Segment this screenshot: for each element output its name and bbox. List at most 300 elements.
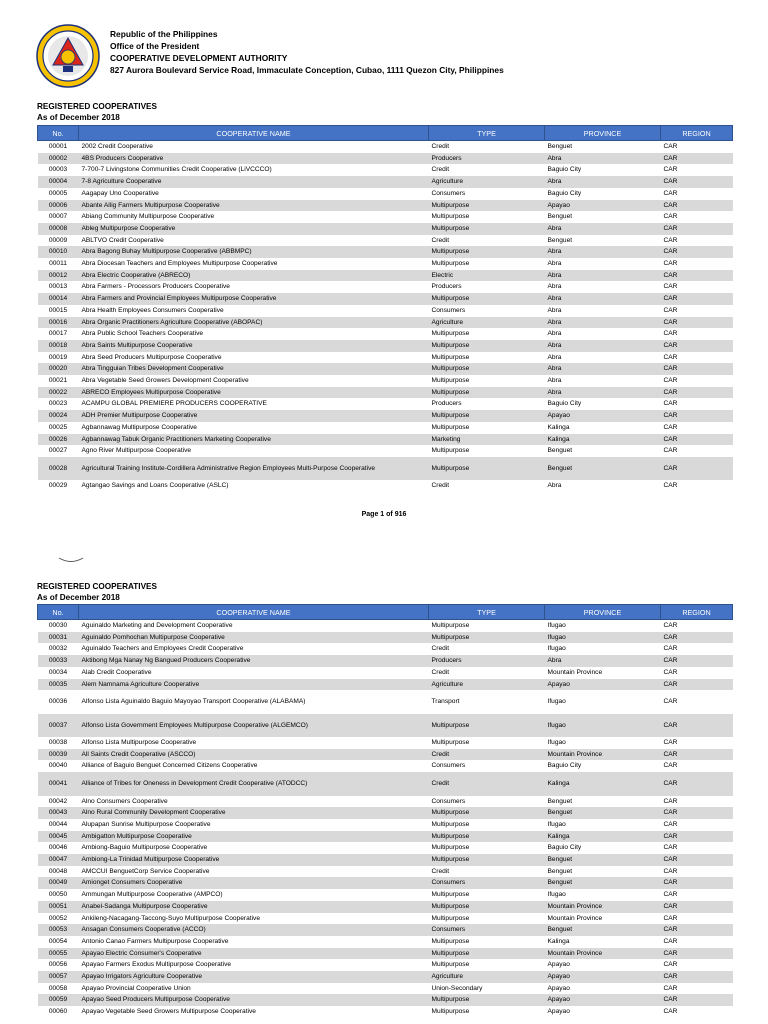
cell-type: Multipurpose xyxy=(429,200,545,212)
cell-region: CAR xyxy=(663,622,678,629)
cell-region: CAR xyxy=(663,698,678,706)
cell-region: CAR xyxy=(661,293,733,305)
cell-cooperative-name: Alfonso Lista Aguinaldo Baguio Mayoyao Transport Cooperative (ALABAMA) xyxy=(81,698,306,706)
table-row xyxy=(38,235,733,247)
cell-province: Benguet xyxy=(547,867,573,875)
table-row xyxy=(38,643,733,655)
cell-province: Kalinga xyxy=(545,434,661,446)
cell-region: CAR xyxy=(661,854,733,866)
cell-no: 00052 xyxy=(48,914,68,922)
cell-no: 00028 xyxy=(38,457,79,480)
table-row xyxy=(38,188,733,200)
col-header-province: PROVINCE xyxy=(545,605,661,620)
table-row xyxy=(38,363,733,375)
cell-region: CAR xyxy=(663,668,678,676)
cell-province: Abra xyxy=(545,153,661,165)
cell-province: Ifugao xyxy=(545,714,661,737)
cell-cooperative-name: Agbannawag Multipurpose Cooperative xyxy=(81,423,197,431)
cell-type: Multipurpose xyxy=(429,854,545,866)
cell-cooperative-name: ABLTVO Credit Cooperative xyxy=(81,236,164,244)
table-row xyxy=(38,994,733,1006)
cell-no: 00035 xyxy=(38,679,79,691)
table-row xyxy=(38,480,733,492)
table-row xyxy=(38,445,733,457)
cell-type: Multipurpose xyxy=(431,891,470,899)
cell-cooperative-name: Alem Namnama Agriculture Cooperative xyxy=(79,679,429,691)
cell-cooperative-name: Ableg Multipurpose Cooperative xyxy=(79,223,429,235)
cell-type: Agriculture xyxy=(429,971,545,983)
cell-cooperative-name: Aktibong Mga Nanay Ng Bangued Producers Cooperative xyxy=(79,655,429,667)
table-row xyxy=(38,819,733,831)
section2-subtitle: As of December 2018 xyxy=(37,593,120,602)
table-row xyxy=(38,632,733,644)
cell-no: 00003 xyxy=(48,166,68,174)
cell-type: Multipurpose xyxy=(431,213,470,221)
cell-province: Apayao xyxy=(547,1008,570,1016)
cell-province: Abra xyxy=(547,353,562,361)
cell-region: CAR xyxy=(661,807,733,819)
cell-cooperative-name: Alliance of Tribes for Oneness in Development Credit Cooperative (ATODCC) xyxy=(79,772,429,795)
table-row xyxy=(38,831,733,843)
cell-type: Multipurpose xyxy=(431,423,470,431)
col-header-name: COOPERATIVE NAME xyxy=(79,605,429,620)
cell-type: Multipurpose xyxy=(429,387,545,399)
cell-type: Multipurpose xyxy=(429,632,545,644)
cell-province: Baguio City xyxy=(547,166,582,174)
cell-province: Apayao xyxy=(547,984,570,992)
cell-province: Abra xyxy=(547,260,562,268)
cell-region: CAR xyxy=(661,410,733,422)
cell-type: Multipurpose xyxy=(431,914,470,922)
cell-cooperative-name: Ammungan Multipurpose Cooperative (AMPCO) xyxy=(81,891,223,899)
cell-region: CAR xyxy=(663,961,678,969)
cell-province: Apayao xyxy=(547,961,570,969)
cell-type: Multipurpose xyxy=(429,831,545,843)
cell-type: Producers xyxy=(431,283,462,291)
cda-seal-logo xyxy=(36,24,100,88)
cell-type: Agriculture xyxy=(429,317,545,329)
cell-cooperative-name: Apayao Vegetable Seed Growers Multipurpose Cooperative xyxy=(81,1008,256,1016)
table-row xyxy=(38,410,733,422)
col-header-no: No. xyxy=(38,605,79,620)
cell-region: CAR xyxy=(663,260,678,268)
cell-no: 00014 xyxy=(38,293,79,305)
cell-no: 00056 xyxy=(48,961,68,969)
table-row xyxy=(38,796,733,808)
cell-region: CAR xyxy=(663,213,678,221)
cell-region: CAR xyxy=(661,924,733,936)
cell-province: Kalinga xyxy=(547,937,570,945)
cell-cooperative-name: Apayao Electric Consumer's Cooperative xyxy=(79,948,429,960)
cell-province: Benguet xyxy=(547,236,573,244)
cell-cooperative-name: Aguinaldo Teachers and Employees Credit Cooperative xyxy=(81,645,244,653)
cell-cooperative-name: Anabel-Sadanga Multipurpose Cooperative xyxy=(79,901,429,913)
cell-region: CAR xyxy=(661,655,733,667)
cell-province: Benguet xyxy=(545,924,661,936)
cell-no: 00044 xyxy=(48,820,68,828)
table-row xyxy=(38,176,733,188)
table-row xyxy=(38,971,733,983)
cell-region: CAR xyxy=(663,914,678,922)
cell-province: Ifugao xyxy=(545,632,661,644)
cell-type: Multipurpose xyxy=(429,293,545,305)
cell-no: 00054 xyxy=(48,937,68,945)
col-header-no: No. xyxy=(38,126,79,141)
cell-province: Kalinga xyxy=(545,772,661,795)
cell-cooperative-name: Ansagan Consumers Cooperative (ACCO) xyxy=(79,924,429,936)
cooperatives-table-page-1 xyxy=(37,125,733,492)
cell-type: Multipurpose xyxy=(429,363,545,375)
cell-cooperative-name: Ambigatton Multipurpose Cooperative xyxy=(79,831,429,843)
cell-region: CAR xyxy=(663,1008,678,1016)
table-row xyxy=(38,807,733,819)
cell-no: 00001 xyxy=(48,143,68,150)
cell-no: 00049 xyxy=(38,877,79,889)
cell-province: Abra xyxy=(545,223,661,235)
cell-no: 00024 xyxy=(38,410,79,422)
table-row xyxy=(38,305,733,317)
cell-no: 00040 xyxy=(48,762,68,770)
cell-type: Multipurpose xyxy=(429,410,545,422)
cell-no: 00012 xyxy=(38,270,79,282)
cell-cooperative-name: Abra Farmers and Provincial Employees Multipurpose Cooperative xyxy=(79,293,429,305)
cell-type: Multipurpose xyxy=(431,961,470,969)
cell-cooperative-name: All Saints Credit Cooperative (ASCCO) xyxy=(79,749,429,761)
table-row xyxy=(38,200,733,212)
cell-no: 00045 xyxy=(38,831,79,843)
table-row xyxy=(38,293,733,305)
cell-type: Credit xyxy=(431,143,450,150)
cell-cooperative-name: Ambiong-La Trinidad Multipurpose Cooperative xyxy=(79,854,429,866)
cell-region: CAR xyxy=(661,200,733,212)
cell-no: 00060 xyxy=(48,1008,68,1016)
table-row xyxy=(38,913,733,925)
cell-type: Transport xyxy=(431,698,460,706)
section2-heading xyxy=(37,581,157,603)
cell-province: Baguio City xyxy=(547,844,582,852)
cell-province: Abra xyxy=(545,176,661,188)
cell-type: Multipurpose xyxy=(431,353,470,361)
table-row xyxy=(38,842,733,854)
cell-cooperative-name: Abra Bagong Buhay Multipurpose Cooperative (ABBMPC) xyxy=(79,246,429,258)
cell-type: Multipurpose xyxy=(429,223,545,235)
cell-no: 00041 xyxy=(38,772,79,795)
cell-region: CAR xyxy=(661,246,733,258)
cell-type: Consumers xyxy=(429,924,545,936)
cell-no: 00010 xyxy=(38,246,79,258)
cell-cooperative-name: Apayao Farmers Exodus Multipurpose Cooperative xyxy=(81,961,232,969)
cell-cooperative-name: Abante Allig Farmers Multipurpose Cooperative xyxy=(79,200,429,212)
cell-cooperative-name: Abra Diocesan Teachers and Employees Multipurpose Cooperative xyxy=(81,260,278,268)
cell-province: Benguet xyxy=(545,807,661,819)
cell-province: Abra xyxy=(545,317,661,329)
cell-province: Benguet xyxy=(547,797,573,805)
table-row xyxy=(38,434,733,446)
cell-no: 00025 xyxy=(48,423,68,431)
cell-no: 00057 xyxy=(38,971,79,983)
cell-cooperative-name: Abra Tingguian Tribes Development Cooperative xyxy=(79,363,429,375)
cell-cooperative-name: Amionget Consumers Cooperative xyxy=(79,877,429,889)
cell-region: CAR xyxy=(661,176,733,188)
cell-province: Abra xyxy=(545,655,661,667)
cell-cooperative-name: 2002 Credit Cooperative xyxy=(81,143,153,150)
cell-no: 00011 xyxy=(49,260,67,268)
cell-cooperative-name: ADH Premier Multipurpose Cooperative xyxy=(79,410,429,422)
cell-no: 00053 xyxy=(38,924,79,936)
cell-type: Agriculture xyxy=(429,679,545,691)
cell-province: Baguio City xyxy=(547,400,582,408)
table-row xyxy=(38,270,733,282)
cell-cooperative-name: Aagapay Uno Cooperative xyxy=(81,189,159,197)
table-row xyxy=(38,223,733,235)
seal-edge-fragment xyxy=(58,556,84,564)
cell-cooperative-name: 7-8 Agriculture Cooperative xyxy=(79,176,429,188)
cell-region: CAR xyxy=(663,306,678,314)
cell-no: 00021 xyxy=(48,377,68,385)
cell-cooperative-name: Alno Consumers Cooperative xyxy=(81,797,168,805)
cell-type: Producers xyxy=(431,400,462,408)
cell-type: Multipurpose xyxy=(429,246,545,258)
cell-type: Multipurpose xyxy=(431,330,470,338)
cell-province: Abra xyxy=(545,387,661,399)
cell-cooperative-name: Abra Farmers - Processors Producers Cooperative xyxy=(81,283,230,291)
table-row xyxy=(38,387,733,399)
cell-province: Mountain Province xyxy=(545,948,661,960)
cell-province: Abra xyxy=(545,270,661,282)
table-row xyxy=(38,983,733,995)
cell-cooperative-name: AMCCUI BenguetCorp Service Cooperative xyxy=(81,867,210,875)
cell-province: Ifugao xyxy=(547,698,566,706)
cell-region: CAR xyxy=(663,844,678,852)
cell-region: CAR xyxy=(661,153,733,165)
cell-region: CAR xyxy=(663,762,678,770)
table-row xyxy=(38,667,733,679)
cell-no: 00013 xyxy=(48,283,68,291)
cell-type: Multipurpose xyxy=(429,994,545,1006)
cell-province: Ifugao xyxy=(547,739,566,746)
cell-region: CAR xyxy=(661,831,733,843)
cell-region: CAR xyxy=(661,901,733,913)
cell-cooperative-name: 7-700-7 Livingstone Communities Credit Cooperative (LiVCCCO) xyxy=(81,166,272,174)
table-row xyxy=(38,948,733,960)
cell-cooperative-name: Abra Electric Cooperative (ABRECO) xyxy=(79,270,429,282)
cell-type: Multipurpose xyxy=(431,937,470,945)
cell-no: 00033 xyxy=(38,655,79,667)
cell-region: CAR xyxy=(663,797,678,805)
cell-cooperative-name: Apayao Provincial Cooperative Union xyxy=(81,984,191,992)
cell-cooperative-name: Aguinaldo Pomhochan Multipurpose Cooperative xyxy=(79,632,429,644)
cell-cooperative-name: Apayao Irrigators Agriculture Cooperative xyxy=(79,971,429,983)
cell-province: Mountain Province xyxy=(545,749,661,761)
cell-no: 00050 xyxy=(48,891,68,899)
cell-region: CAR xyxy=(661,363,733,375)
cell-type: Union-Secondary xyxy=(431,984,483,992)
cell-cooperative-name: ABRECO Employees Multipurpose Cooperative xyxy=(79,387,429,399)
cell-type: Consumers xyxy=(429,877,545,889)
cell-type: Credit xyxy=(429,772,545,795)
cell-cooperative-name: Abra Vegetable Seed Growers Development Cooperative xyxy=(81,377,249,385)
cell-type: Producers xyxy=(429,655,545,667)
cell-type: Multipurpose xyxy=(429,948,545,960)
cell-region: CAR xyxy=(661,994,733,1006)
cell-type: Credit xyxy=(431,236,450,244)
cell-province: Abra xyxy=(547,482,562,490)
table-row xyxy=(38,211,733,223)
table-row xyxy=(38,246,733,258)
cell-type: Credit xyxy=(429,749,545,761)
cell-cooperative-name: Alab Credit Cooperative xyxy=(81,668,152,676)
cell-region: CAR xyxy=(661,434,733,446)
table-row xyxy=(38,457,733,480)
cell-province: Apayao xyxy=(545,679,661,691)
office-line: Office of the President xyxy=(110,41,200,51)
page-number: Page 1 of 916 xyxy=(361,511,407,518)
cell-type: Credit xyxy=(431,645,450,653)
cell-province: Ifugao xyxy=(547,820,566,828)
cell-region: CAR xyxy=(661,457,733,480)
cell-region: CAR xyxy=(663,353,678,361)
cell-no: 00019 xyxy=(48,353,68,361)
cell-no: 00047 xyxy=(38,854,79,866)
cell-province: Apayao xyxy=(545,971,661,983)
cell-type: Consumers xyxy=(431,797,466,805)
cell-no: 00058 xyxy=(48,984,68,992)
cell-province: Kalinga xyxy=(547,423,570,431)
agency-address: 827 Aurora Boulevard Service Road, Immaculate Conception, Cubao, 1111 Quezon City, Philippines xyxy=(110,65,504,75)
cell-no: 00039 xyxy=(38,749,79,761)
cell-no: 00038 xyxy=(48,739,68,746)
table-row xyxy=(38,141,733,153)
cell-region: CAR xyxy=(661,340,733,352)
table-row xyxy=(38,749,733,761)
col-header-region: REGION xyxy=(661,126,733,141)
table-row xyxy=(38,258,733,270)
table-header-row xyxy=(38,605,733,620)
cell-cooperative-name: Abra Saints Multipurpose Cooperative xyxy=(79,340,429,352)
cell-cooperative-name: Alfonso Lista Government Employees Multipurpose Cooperative (ALGEMCO) xyxy=(79,714,429,737)
cell-region: CAR xyxy=(661,270,733,282)
cell-no: 00059 xyxy=(38,994,79,1006)
cell-cooperative-name: Ambiong-Baguio Multipurpose Cooperative xyxy=(81,844,208,852)
cell-type: Multipurpose xyxy=(431,447,470,455)
cell-cooperative-name: Apayao Seed Producers Multipurpose Cooperative xyxy=(79,994,429,1006)
cell-type: Multipurpose xyxy=(431,844,470,852)
cell-type: Multipurpose xyxy=(429,901,545,913)
cell-type: Multipurpose xyxy=(429,807,545,819)
cell-province: Mountain Province xyxy=(547,668,603,676)
table-row xyxy=(38,690,733,713)
cell-type: Multipurpose xyxy=(431,377,470,385)
cell-province: Benguet xyxy=(547,143,573,150)
cell-province: Apayao xyxy=(545,200,661,212)
cell-province: Ifugao xyxy=(547,622,566,629)
cell-province: Abra xyxy=(547,330,562,338)
table-row xyxy=(38,317,733,329)
cell-province: Mountain Province xyxy=(545,901,661,913)
cell-region: CAR xyxy=(663,482,678,490)
cell-type: Multipurpose xyxy=(431,260,470,268)
agency-address-block xyxy=(110,28,504,76)
cell-type: Multipurpose xyxy=(429,340,545,352)
cell-cooperative-name: 4BS Producers Cooperative xyxy=(79,153,429,165)
cell-province: Abra xyxy=(545,246,661,258)
cell-type: Agriculture xyxy=(429,176,545,188)
cell-region: CAR xyxy=(661,714,733,737)
cell-province: Abra xyxy=(547,283,562,291)
section1-subtitle: As of December 2018 xyxy=(37,113,120,122)
table-row xyxy=(38,1006,733,1018)
col-header-type: TYPE xyxy=(429,126,545,141)
republic-line: Republic of the Philippines xyxy=(110,29,218,39)
cell-cooperative-name: Agricultural Training Institute-Cordillera Administrative Region Employees Multi-Purpose Cooperative xyxy=(79,457,429,480)
cell-region: CAR xyxy=(661,749,733,761)
cell-no: 00027 xyxy=(48,447,68,455)
cell-province: Kalinga xyxy=(545,831,661,843)
col-header-province: PROVINCE xyxy=(545,126,661,141)
cell-no: 00034 xyxy=(48,668,68,676)
cell-province: Abra xyxy=(545,340,661,352)
table-row xyxy=(38,340,733,352)
cell-province: Abra xyxy=(545,363,661,375)
cell-no: 00023 xyxy=(48,400,68,408)
cell-province: Benguet xyxy=(547,447,573,455)
cell-cooperative-name: Antonio Canao Farmers Multipurpose Cooperative xyxy=(81,937,229,945)
cell-type: Multipurpose xyxy=(431,1008,470,1016)
cell-province: Benguet xyxy=(545,877,661,889)
cell-cooperative-name: Abra Public School Teachers Cooperative xyxy=(81,330,204,338)
cell-no: 00051 xyxy=(38,901,79,913)
table-row xyxy=(38,889,733,901)
cell-cooperative-name: Agtangao Savings and Loans Cooperative (ASLC) xyxy=(81,482,229,490)
table-row xyxy=(38,422,733,434)
table-row xyxy=(38,760,733,772)
cell-region: CAR xyxy=(661,971,733,983)
table-row xyxy=(38,924,733,936)
cell-region: CAR xyxy=(663,143,678,150)
table-header-row xyxy=(38,126,733,141)
cell-type: Consumers xyxy=(431,189,466,197)
cell-province: Mountain Province xyxy=(547,914,603,922)
cell-no: 00043 xyxy=(38,807,79,819)
cell-no: 00004 xyxy=(38,176,79,188)
table-row xyxy=(38,714,733,737)
cell-region: CAR xyxy=(663,283,678,291)
cell-region: CAR xyxy=(661,679,733,691)
cell-region: CAR xyxy=(661,317,733,329)
cell-no: 00042 xyxy=(48,797,68,805)
cell-no: 00017 xyxy=(48,330,68,338)
cell-province: Benguet xyxy=(545,854,661,866)
table-row xyxy=(38,959,733,971)
cell-type: Credit xyxy=(431,482,450,490)
cell-region: CAR xyxy=(663,447,678,455)
cell-type: Consumers xyxy=(431,306,466,314)
cell-province: Abra xyxy=(547,306,562,314)
cell-province: Benguet xyxy=(547,213,573,221)
cell-type: Electric xyxy=(429,270,545,282)
table-row xyxy=(38,164,733,176)
cell-no: 00007 xyxy=(48,213,68,221)
table-row xyxy=(38,620,733,632)
cell-region: CAR xyxy=(663,330,678,338)
cell-no: 00015 xyxy=(48,306,68,314)
cell-region: CAR xyxy=(663,423,678,431)
cell-type: Credit xyxy=(431,867,450,875)
cell-region: CAR xyxy=(661,877,733,889)
table-row xyxy=(38,655,733,667)
cell-type: Marketing xyxy=(429,434,545,446)
cell-no: 00008 xyxy=(38,223,79,235)
